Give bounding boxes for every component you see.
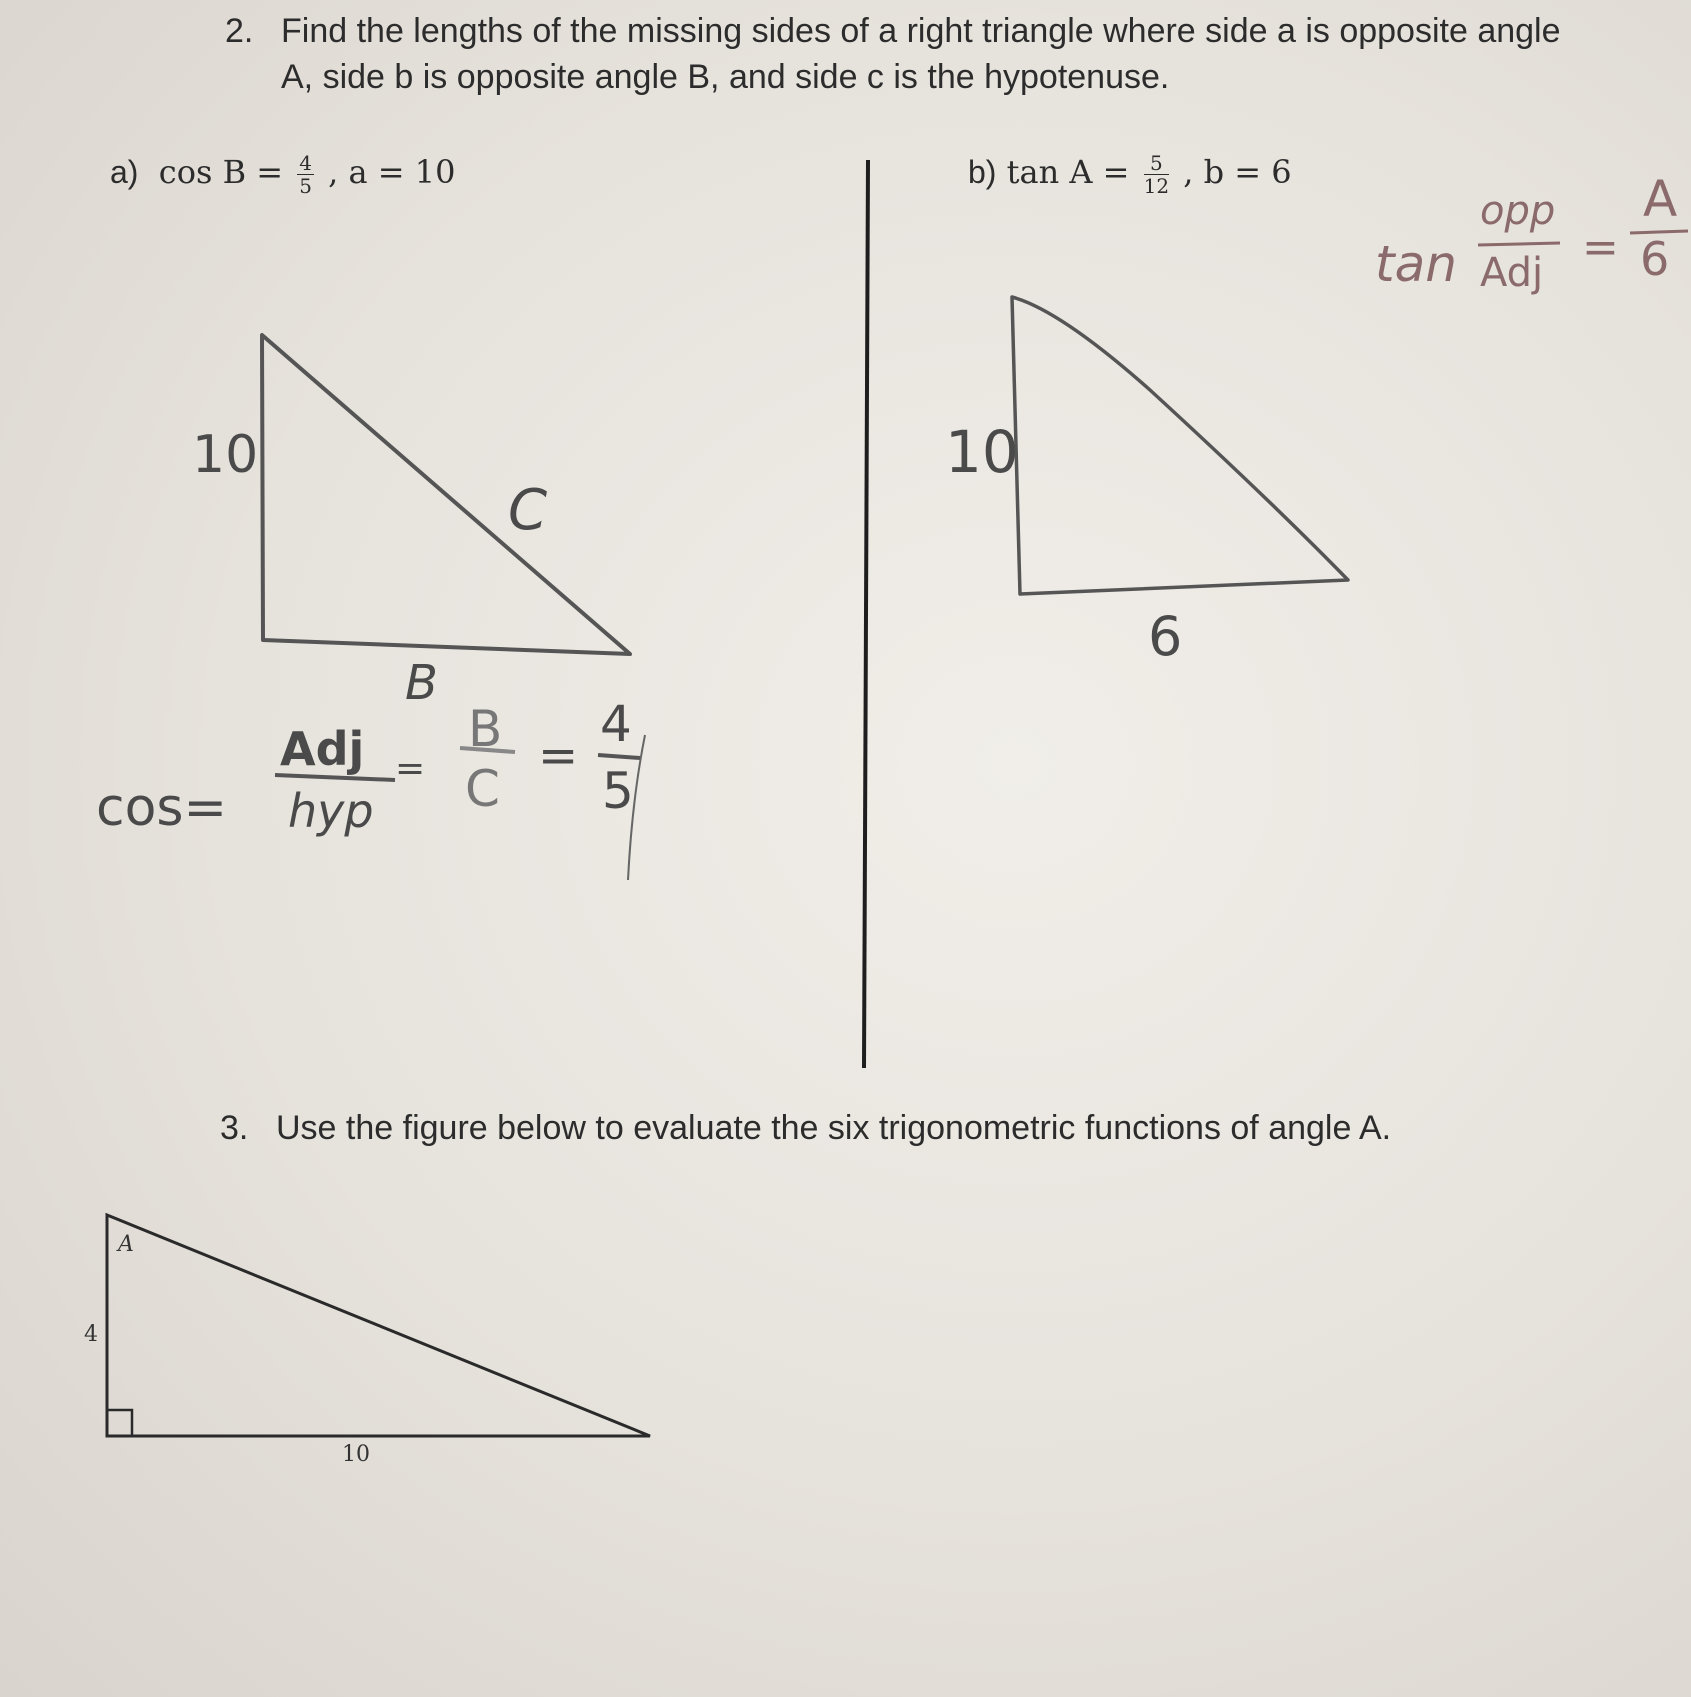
part-b-lhs: tan A = xyxy=(1006,153,1130,191)
part-a-lhs: cos B = xyxy=(158,153,284,191)
part-a-adj: Adj xyxy=(280,722,365,776)
part-b-triangle xyxy=(1012,297,1348,594)
part-b-result-num: A xyxy=(1643,170,1678,228)
part-b-result-den: 6 xyxy=(1640,232,1670,286)
question-2-line-1: Find the lengths of the missing sides of a right triangle where side a is opposite angle xyxy=(281,12,1561,50)
part-b-side-left: 10 xyxy=(945,418,1019,486)
question-2-line-2: A, side b is opposite angle B, and side c is the hypotenuse. xyxy=(281,58,1170,96)
question-3-number: 3. xyxy=(220,1109,249,1147)
part-b-tan: tan xyxy=(1375,235,1457,293)
part-a-answer-den: 5 xyxy=(602,762,634,820)
q3-side-vertical: 4 xyxy=(84,1322,98,1347)
part-a-cos-label: cos= xyxy=(96,778,228,838)
part-b-eq: = xyxy=(1582,222,1619,273)
part-b-side-bottom: 6 xyxy=(1148,605,1183,668)
part-a-side-hyp: C xyxy=(508,478,548,543)
part-a-hyp: hyp xyxy=(288,784,374,838)
part-a-b-over: B xyxy=(468,700,503,758)
part-b-rest: , b = 6 xyxy=(1183,153,1292,191)
part-a-eq-2: = xyxy=(538,728,579,784)
part-b-frac-num: 5 xyxy=(1144,152,1169,175)
part-a-frac-den: 5 xyxy=(299,174,312,198)
part-a-triangle xyxy=(262,335,630,654)
q3-triangle xyxy=(107,1215,650,1436)
part-b-frac-den: 12 xyxy=(1143,174,1170,198)
part-a-answer-bar xyxy=(598,755,640,758)
part-a-rest: , a = 10 xyxy=(328,153,456,191)
question-3 xyxy=(220,1105,1391,1151)
part-a-label: a) xyxy=(110,154,139,190)
part-b-opp: opp xyxy=(1480,188,1556,234)
part-b-adj: Adj xyxy=(1480,250,1544,296)
part-b-opp-adj-bar xyxy=(1478,243,1560,245)
q3-angle-label: A xyxy=(118,1232,134,1257)
part-b-label: b) xyxy=(968,154,997,190)
part-a-c-under: C xyxy=(465,760,500,818)
column-divider xyxy=(864,160,868,1068)
q3-right-angle-mark xyxy=(107,1410,132,1436)
part-a-answer-num: 4 xyxy=(600,695,632,753)
part-a-side-bottom: B xyxy=(405,655,438,711)
part-a-frac-num: 4 xyxy=(299,151,312,175)
part-a-side-left: 10 xyxy=(192,425,259,485)
part-a-eq-1: = xyxy=(395,748,426,789)
question-2-number: 2. xyxy=(225,12,254,50)
question-3-text: Use the figure below to evaluate the six trigonometric functions of angle A. xyxy=(276,1109,1392,1147)
q3-side-horizontal: 10 xyxy=(342,1442,370,1467)
